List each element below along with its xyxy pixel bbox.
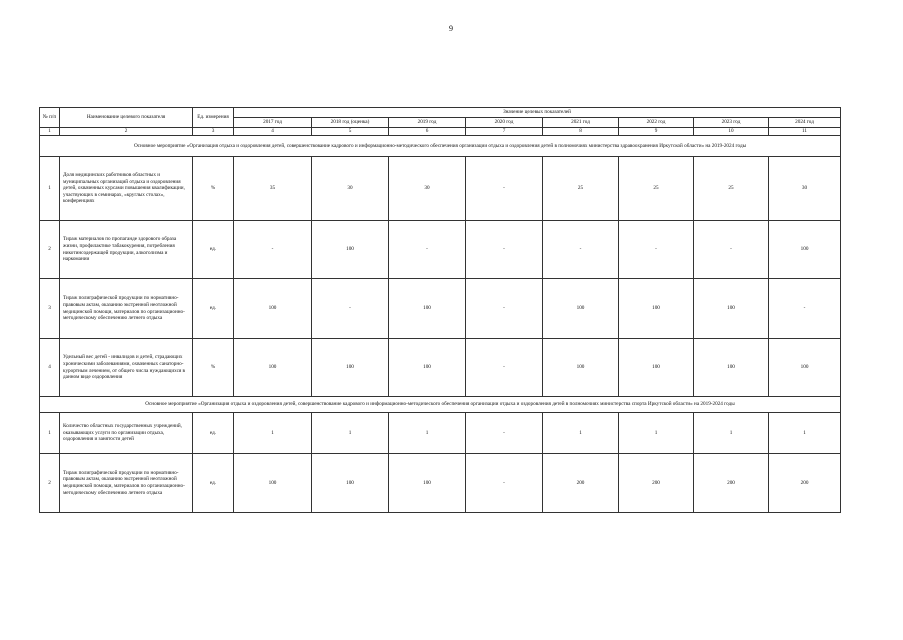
row-value: 100 [619,279,694,339]
row-value: 1 [234,413,312,454]
row-num: 2 [40,221,60,279]
row-name: Удельный вес детей - инвалидов и детей, страдающих хроническими заболеваниями, охваченных санаторно-курортным лечением, от общего числа нуждающихся в данном виде оздоровления [60,339,193,397]
column-number: 1 [40,128,60,136]
row-unit: ед. [193,221,234,279]
row-value: - [466,221,543,279]
table-row [40,454,841,513]
row-value: 200 [619,454,694,513]
row-value: 1 [694,413,769,454]
row-value: 100 [694,279,769,339]
row-value: 100 [312,339,389,397]
row-value: 1 [769,413,841,454]
row-value: 100 [389,339,466,397]
row-value: 100 [619,339,694,397]
row-value: - [466,157,543,221]
row-value: 35 [234,157,312,221]
page-number: 9 [449,24,453,33]
section-header-row [40,136,841,157]
table-row [40,221,841,279]
header-year: 2017 год [234,118,312,128]
header-year: 2020 год [466,118,543,128]
section-header-row [40,397,841,413]
row-value: - [694,221,769,279]
row-value: - [619,221,694,279]
column-number: 7 [466,128,543,136]
row-value: 30 [389,157,466,221]
row-value: 100 [234,454,312,513]
column-number: 8 [543,128,619,136]
row-value: 1 [619,413,694,454]
row-value: 25 [619,157,694,221]
row-unit: % [193,157,234,221]
row-value: - [543,221,619,279]
row-value: 100 [234,339,312,397]
row-value: - [312,279,389,339]
row-value: 100 [694,339,769,397]
row-name: Тираж полиграфической продукции по нормативно-правовым актам, оказанию экстренной неотложной медицинской помощи, материалов по организационно-методическому обеспечению летнего отдыха [60,279,193,339]
header-year: 2024 год [769,118,841,128]
row-value: 100 [769,221,841,279]
header-name: Наименование целевого показателя [60,108,193,128]
row-value: 100 [389,454,466,513]
row-value: - [466,413,543,454]
column-number: 5 [312,128,389,136]
row-value: 1 [312,413,389,454]
row-value: 100 [543,279,619,339]
row-value: 200 [543,454,619,513]
header-year: 2022 год [619,118,694,128]
row-value: 200 [769,454,841,513]
column-numbers-row [40,128,841,136]
row-unit: % [193,339,234,397]
header-year: 2023 год [694,118,769,128]
target-indicators-table [39,107,841,513]
row-value: 100 [543,339,619,397]
table-row [40,339,841,397]
row-value: - [466,279,543,339]
row-unit: ед. [193,413,234,454]
row-value: 1 [389,413,466,454]
row-num: 4 [40,339,60,397]
row-value: 100 [312,454,389,513]
row-name: Тираж полиграфической продукции по нормативно-правовым актам, оказанию экстренной неотложной медицинской помощи, материалов по организационно-методическому обеспечению летнего отдыха [60,454,193,513]
column-number: 4 [234,128,312,136]
table-row [40,157,841,221]
header-year: 2021 год [543,118,619,128]
row-value: - [234,221,312,279]
column-number: 6 [389,128,466,136]
column-number: 3 [193,128,234,136]
row-num: 1 [40,413,60,454]
header-year: 2019 год [389,118,466,128]
column-number: 11 [769,128,841,136]
row-value: 200 [694,454,769,513]
table-row [40,279,841,339]
header-num: № п/п [40,108,60,128]
row-value: 100 [769,339,841,397]
row-num: 3 [40,279,60,339]
row-num: 1 [40,157,60,221]
table-row [40,413,841,454]
row-name: Тираж материалов по пропаганде здорового образа жизни, профилактике табакокурения, потребления никотинсодержащей продукции, алкоголизма и наркомании [60,221,193,279]
row-value: 30 [312,157,389,221]
row-value: 25 [694,157,769,221]
row-name: Доля медицинских работников областных и муниципальных организаций отдыха и оздоровления детей, охваченных курсами повышения квалификации, участвующих в семинарах, «круглых столах», конференциях [60,157,193,221]
section-title: Основное мероприятие «Организация отдыха и оздоровления детей, совершенствование кадрового и информационно-методического обеспечения организации отдыха и оздоровления детей в полномочиях министерства спорта Иркутской области» на 2019-2024 годы [40,397,841,413]
column-number: 2 [60,128,193,136]
header-row [40,108,841,118]
header-year: 2018 год (оценка) [312,118,389,128]
row-unit: ед. [193,279,234,339]
row-name: Количество областных государственных учреждений, оказывающих услуги по организации отдыха, оздоровления и занятости детей [60,413,193,454]
row-value: 1 [543,413,619,454]
row-value: 100 [389,279,466,339]
header-unit: Ед. измерения [193,108,234,128]
column-number: 9 [619,128,694,136]
row-value: - [389,221,466,279]
row-value: 30 [769,157,841,221]
row-unit: ед. [193,454,234,513]
row-value: 100 [234,279,312,339]
header-values-group: Значение целевых показателей [234,108,841,118]
section-title: Основное мероприятие «Организация отдыха и оздоровления детей, совершенствование кадрового и информационно-методического обеспечения организации отдыха и оздоровления детей в полномочиях министерства здравоохранения Иркутской области» на 2019-2024 годы [40,136,841,157]
row-value: - [769,279,841,339]
row-value: 100 [312,221,389,279]
column-number: 10 [694,128,769,136]
row-num: 2 [40,454,60,513]
row-value: - [466,339,543,397]
row-value: 25 [543,157,619,221]
row-value: - [466,454,543,513]
